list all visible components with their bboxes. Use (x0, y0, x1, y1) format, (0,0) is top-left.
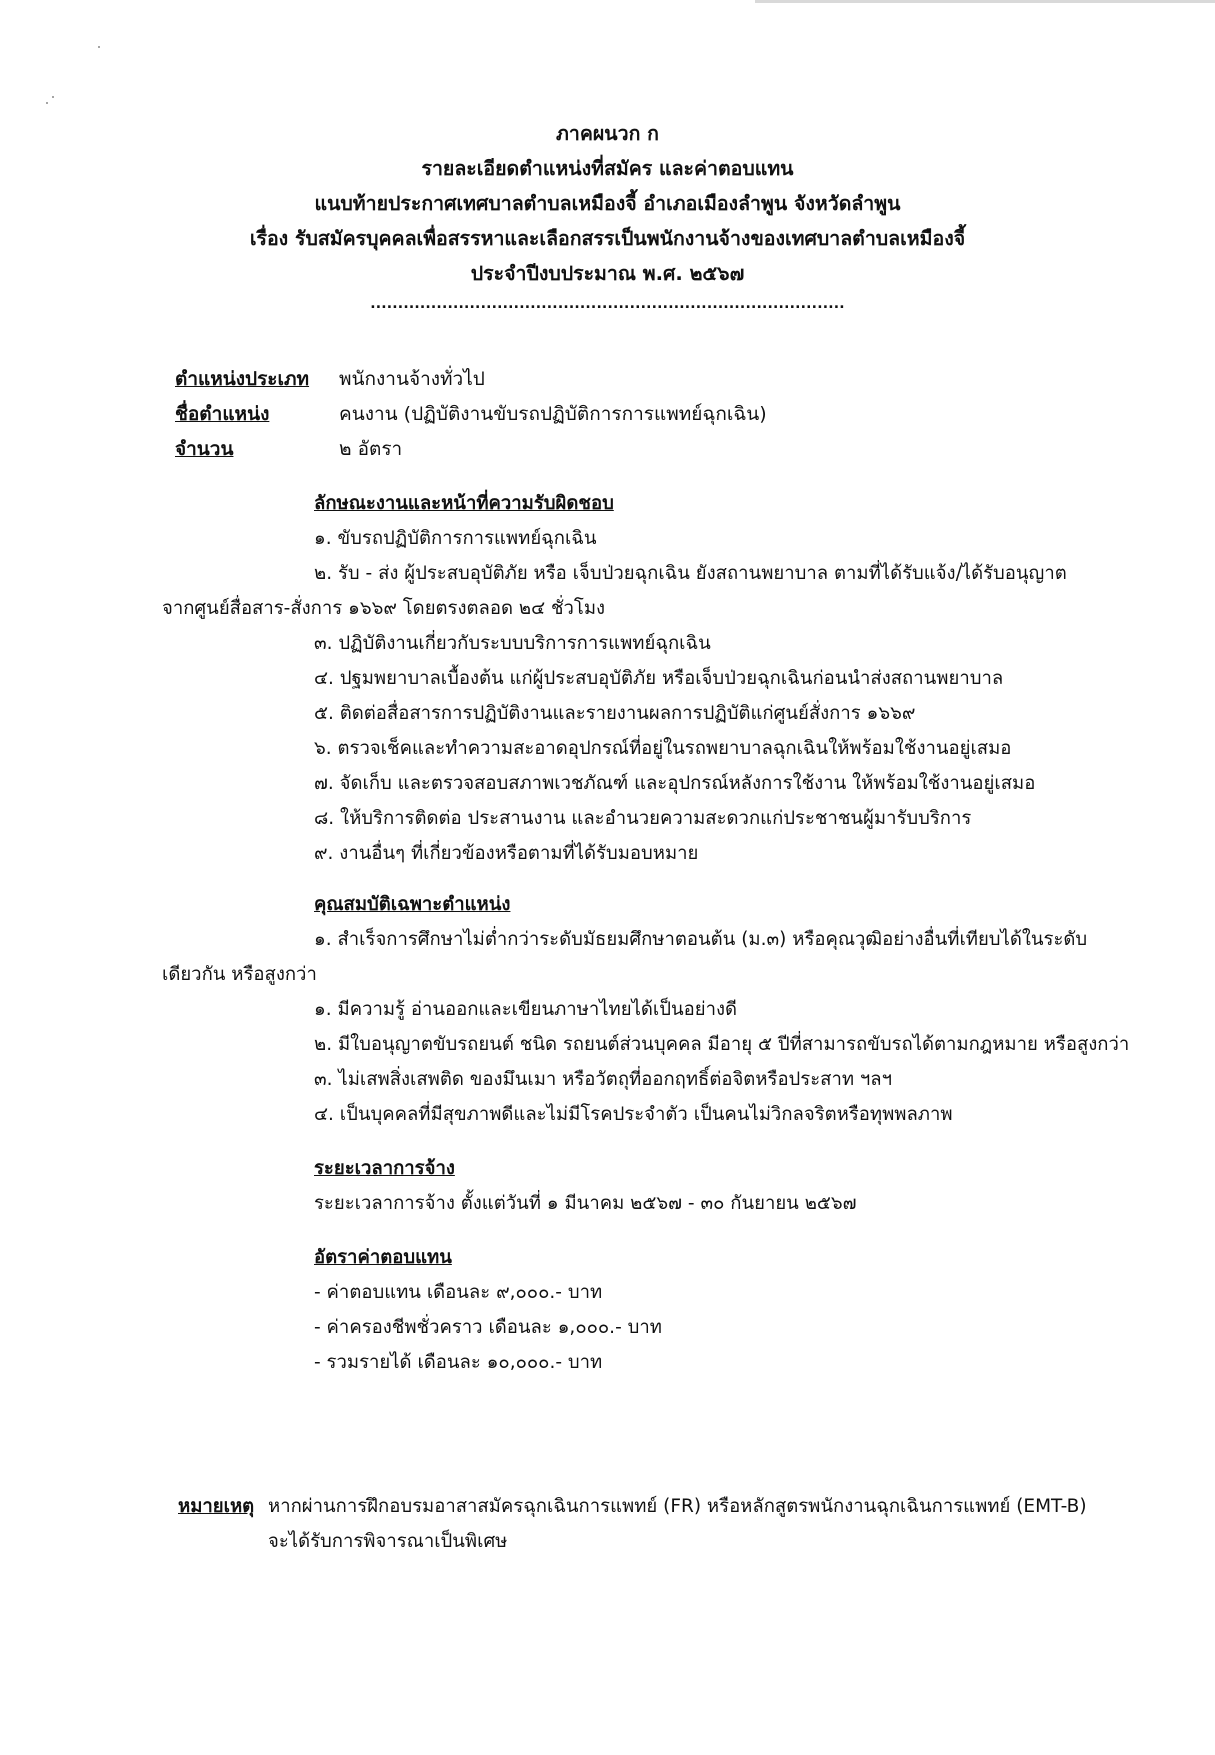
duties-section (162, 486, 1162, 871)
duty-item: ๔. ปฐมพยาบาลเบื้องต้น แก่ผู้ประสบอุบัติภัย หรือเจ็บป่วยฉุกเฉินก่อนนำส่งสถานพยาบาล (314, 668, 1004, 689)
duty-item: ๑. ขับรถปฏิบัติการการแพทย์ฉุกเฉิน (314, 528, 597, 549)
dotted-separator: ...................................................................................... (370, 296, 845, 312)
compensation-title: อัตราค่าตอบแทน (314, 1247, 452, 1268)
period-text: ระยะเวลาการจ้าง ตั้งแต่วันที่ ๑ มีนาคม ๒๕๖๗ - ๓๐ กันยายน ๒๕๖๗ (314, 1193, 857, 1214)
position-name-row (175, 397, 767, 432)
duty-item: ๙. งานอื่นๆ ที่เกี่ยวข้องหรือตามที่ได้รับมอบหมาย (314, 843, 699, 864)
position-type-value: พนักงานจ้างทั่วไป (339, 368, 485, 390)
document-header (0, 116, 1215, 315)
qualification-item: ๓. ไม่เสพสิ่งเสพติด ของมึนเมา หรือวัตถุที่ออกฤทธิ์ต่อจิตหรือประสาท ฯลฯ (314, 1069, 893, 1090)
compensation-section (162, 1240, 1162, 1380)
compensation-item: - รวมรายได้ เดือนละ ๑๐,๐๐๐.- บาท (314, 1352, 603, 1373)
duty-item: ๒. รับ - ส่ง ผู้ประสบอุบัติภัย หรือ เจ็บป่วยฉุกเฉิน ยังสถานพยาบาล ตามที่ได้รับแจ้ง/ได้รับอนุญาต (314, 563, 1067, 584)
period-section (162, 1151, 1162, 1221)
duty-item: ๘. ให้บริการติดต่อ ประสานงาน และอำนวยความสะดวกแก่ประชาชนผู้มารับบริการ (314, 808, 972, 829)
position-type-label: ตำแหน่งประเภท (175, 368, 310, 390)
details-title: รายละเอียดตำแหน่งที่สมัคร และค่าตอบแทน (421, 157, 794, 180)
qualifications-section (162, 887, 1162, 1132)
position-name-label: ชื่อตำแหน่ง (175, 403, 270, 425)
remark-section (178, 1489, 1087, 1559)
scan-edge (755, 0, 1215, 3)
position-count-row (175, 432, 767, 467)
duty-item: ๗. จัดเก็บ และตรวจสอบสภาพเวชภัณฑ์ และอุปกรณ์หลังการใช้งาน ให้พร้อมใช้งานอยู่เสมอ (314, 773, 1036, 794)
fiscal-year: ประจำปีงบประมาณ พ.ศ. ๒๕๖๗ (470, 262, 745, 285)
compensation-item: - ค่าครองชีพชั่วคราว เดือนละ ๑,๐๐๐.- บาท (314, 1317, 662, 1338)
qualification-item: ๔. เป็นบุคคลที่มีสุขภาพดีและไม่มีโรคประจำตัว เป็นคนไม่วิกลจริตหรือทุพพลภาพ (314, 1104, 953, 1125)
duties-title: ลักษณะงานและหน้าที่ความรับผิดชอบ (314, 493, 614, 514)
remark-continuation: จะได้รับการพิจารณาเป็นพิเศษ (268, 1531, 508, 1552)
subject-line: เรื่อง รับสมัครบุคคลเพื่อสรรหาและเลือกสรรเป็นพนักงานจ้างของเทศบาลตำบลเหมืองจี้ (249, 227, 966, 250)
position-count-value: ๒ อัตรา (339, 438, 403, 460)
announcement-reference: แนบท้ายประกาศเทศบาลตำบลเหมืองจี้ อำเภอเมืองลำพูน จังหวัดลำพูน (314, 192, 901, 215)
position-name-value: คนงาน (ปฏิบัติงานขับรถปฏิบัติการการแพทย์ฉุกเฉิน) (339, 403, 767, 425)
scan-speck (52, 96, 54, 98)
position-info (175, 362, 767, 467)
duty-item: ๖. ตรวจเช็คและทำความสะอาดอุปกรณ์ที่อยู่ในรถพยาบาลฉุกเฉินให้พร้อมใช้งานอยู่เสมอ (314, 738, 1012, 759)
qualification-education-continuation: เดียวกัน หรือสูงกว่า (162, 964, 317, 985)
qualification-item: ๑. มีความรู้ อ่านออกและเขียนภาษาไทยได้เป็นอย่างดี (314, 999, 738, 1020)
qualification-education: ๑. สำเร็จการศึกษาไม่ต่ำกว่าระดับมัธยมศึกษาตอนต้น (ม.๓) หรือคุณวุฒิอย่างอื่นที่เทียบได้ในระดับ (314, 929, 1088, 950)
duty-item: ๓. ปฏิบัติงานเกี่ยวกับระบบบริการการแพทย์ฉุกเฉิน (314, 633, 711, 654)
period-title: ระยะเวลาการจ้าง (314, 1158, 455, 1179)
position-count-label: จำนวน (175, 438, 234, 460)
compensation-item: - ค่าตอบแทน เดือนละ ๙,๐๐๐.- บาท (314, 1282, 603, 1303)
position-type-row (175, 362, 767, 397)
remark-text: หากผ่านการฝึกอบรมอาสาสมัครฉุกเฉินการแพทย์ (FR) หรือหลักสูตรพนักงานฉุกเฉินการแพทย์ (EMT-B) (268, 1496, 1087, 1517)
duty-item: ๕. ติดต่อสื่อสารการปฏิบัติงานและรายงานผลการปฏิบัติแก่ศูนย์สั่งการ ๑๖๖๙ (314, 703, 916, 724)
scan-speck (46, 102, 48, 104)
scan-speck (98, 46, 100, 48)
qualification-item: ๒. มีใบอนุญาตขับรถยนต์ ชนิด รถยนต์ส่วนบุคคล มีอายุ ๕ ปีที่สามารถขับรถได้ตามกฎหมาย หรือสูงกว่า (314, 1034, 1130, 1055)
appendix-title: ภาคผนวก ก (556, 122, 659, 145)
remark-label: หมายเหตุ (178, 1496, 255, 1517)
duty-item-continuation: จากศูนย์สื่อสาร-สั่งการ ๑๖๖๙ โดยตรงตลอด ๒๔ ชั่วโมง (162, 598, 606, 619)
remark-row (178, 1489, 1087, 1524)
qualifications-title: คุณสมบัติเฉพาะตำแหน่ง (314, 894, 511, 915)
